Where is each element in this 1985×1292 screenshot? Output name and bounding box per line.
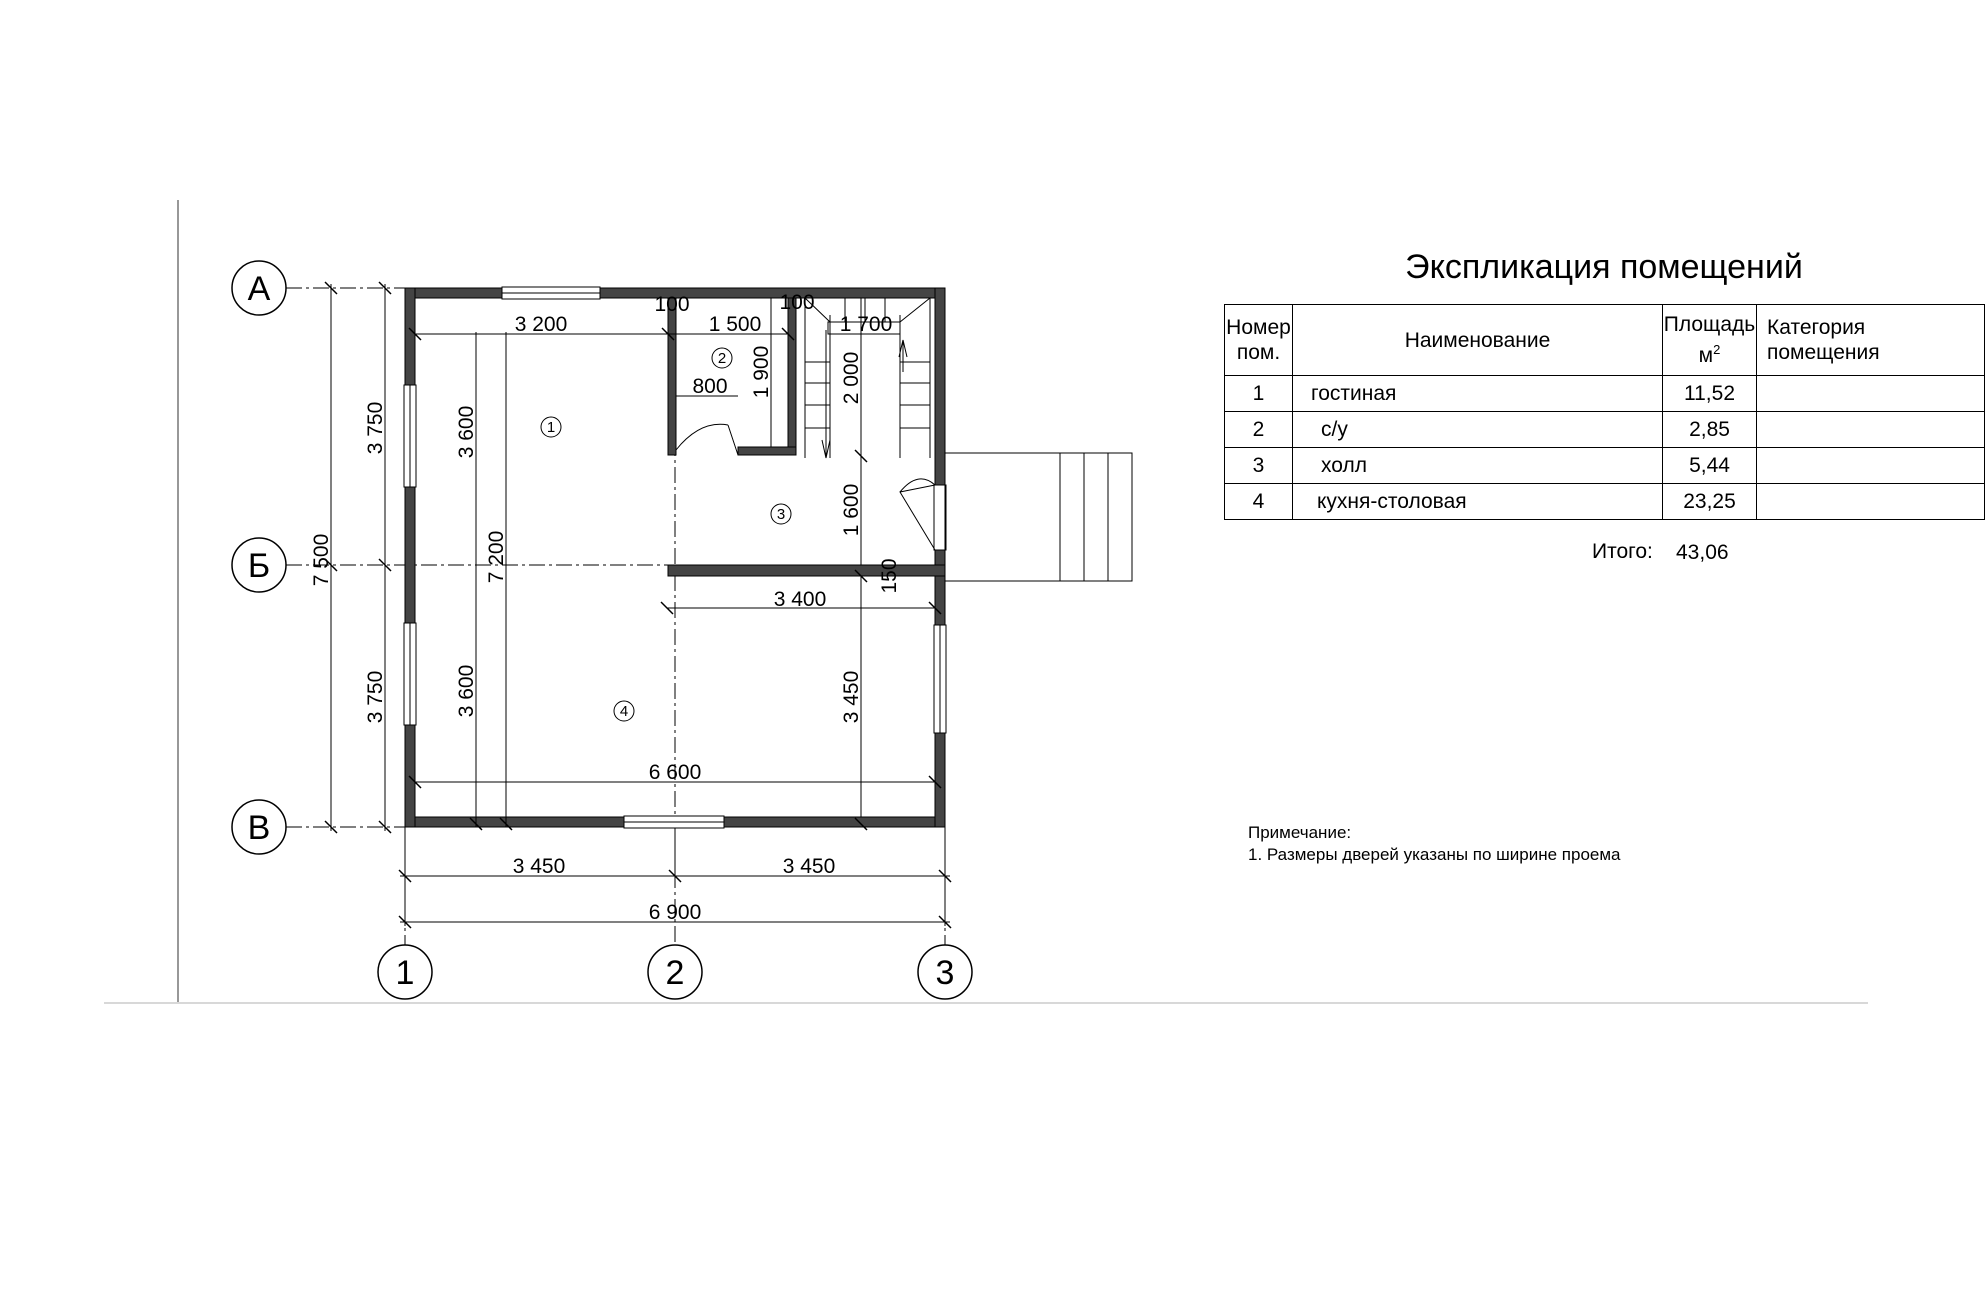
dim-wc-depth: 1 900 <box>750 345 773 399</box>
wall-partition-b <box>668 565 945 576</box>
axis-label-a: А <box>247 270 271 308</box>
dim-inner-width: 6 600 <box>648 761 702 784</box>
dim-bottom-left: 3 450 <box>512 855 566 878</box>
header-name: Наименование <box>1293 305 1663 376</box>
table-row: 1 гостиная 11,52 <box>1225 376 1985 412</box>
note-title: Примечание: <box>1248 823 1352 842</box>
dim-wc-door: 800 <box>692 375 728 398</box>
explication-title: Экспликация помещений <box>1405 248 1803 286</box>
explication-table <box>1224 304 1985 520</box>
dim-top-stair: 1 700 <box>839 313 893 336</box>
room-marker-3: 3 <box>776 506 786 523</box>
dim-hall-depth: 1 600 <box>840 483 863 537</box>
axis-label-3: 3 <box>935 954 955 992</box>
dim-kitchen-width: 3 400 <box>773 588 827 611</box>
axis-label-v: В <box>247 809 271 847</box>
dim-stair-depth: 2 000 <box>840 351 863 405</box>
dim-bottom-total: 6 900 <box>648 901 702 924</box>
dim-bottom-right: 3 450 <box>782 855 836 878</box>
room-marker-4: 4 <box>619 703 629 720</box>
room-explication <box>1224 248 1880 578</box>
wall-wc-left <box>668 298 676 455</box>
axis-label-b: Б <box>247 547 271 585</box>
table-row: 4 кухня-столовая 23,25 <box>1225 484 1985 520</box>
dim-kitchen-depth: 3 450 <box>840 670 863 724</box>
wc-door-swing <box>676 424 738 455</box>
axis-label-1: 1 <box>395 954 415 992</box>
room-marker-1: 1 <box>546 419 556 436</box>
wall-right-upper <box>935 288 945 485</box>
porch <box>945 453 1132 581</box>
dim-inner-total: 7 200 <box>485 530 508 584</box>
total-label: Итого: <box>1592 540 1653 563</box>
note-line-1: 1. Размеры дверей указаны по ширине проема <box>1248 845 1621 864</box>
header-category: Категория помещения <box>1757 305 1985 376</box>
table-header-row <box>1225 305 1985 376</box>
dim-top-room1: 3 200 <box>514 313 568 336</box>
total-value: 43,06 <box>1676 541 1729 564</box>
note-block <box>1248 822 1621 866</box>
axis-label-2: 2 <box>665 954 685 992</box>
dim-inner-top-left: 3 600 <box>455 405 478 459</box>
dim-top-wall1: 100 <box>654 293 690 316</box>
header-number: Номер пом. <box>1225 305 1293 376</box>
table-row: 2 с/у 2,85 <box>1225 412 1985 448</box>
header-area: Площадь $м^2$ <box>1663 305 1757 376</box>
dim-left-top: 3 750 <box>364 401 387 455</box>
room-marker-2: 2 <box>717 350 727 367</box>
door-entrance-gap <box>934 485 946 550</box>
dim-top-wall2: 100 <box>779 291 815 314</box>
wall-wc-bottom-right <box>738 447 796 455</box>
wall-left <box>405 288 415 827</box>
table-row: 3 холл 5,44 <box>1225 448 1985 484</box>
dim-left-bottom: 3 750 <box>364 670 387 724</box>
wall-wc-right <box>788 298 796 455</box>
dim-partition: 150 <box>878 558 901 594</box>
dim-inner-bottom-left: 3 600 <box>455 664 478 718</box>
dim-top-wc: 1 500 <box>708 313 762 336</box>
dim-left-total: 7 500 <box>310 533 333 587</box>
entrance-door-swing <box>900 479 935 550</box>
